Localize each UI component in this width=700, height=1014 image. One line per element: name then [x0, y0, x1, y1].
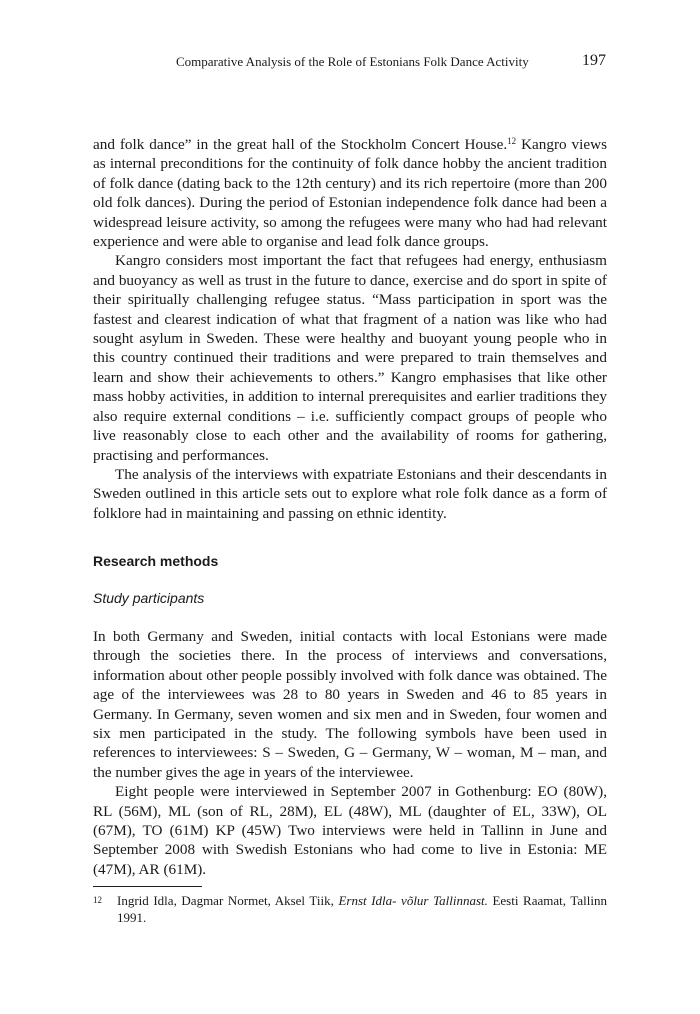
paragraph-text: Kangro views as internal preconditions for the continuity of folk dance hobby the ancient tradition of folk dance (dating back to the 12th century) and its rich repertoire (more than 200 old folk dances). During the period of Estonian independence folk dance had been a widespread leisure activity, so among the refugees were many who had had relevant experience and were able to organise and lead folk dance groups. — [93, 136, 607, 251]
footnote-title: Ernst Idla- võlur Tallinnast. — [338, 893, 488, 908]
paragraph: In both Germany and Sweden, initial contacts with local Estonians were made through the societies there. In the process of interviews and conversations, information about other people possibly involved with folk dance was obtained. The age of the interviewees was 28 to 80 years in Sweden and 46 to 85 years in Germany. In Germany, seven women and six men and in Sweden, four women and six men participated in the study. The following symbols have been used in references to interviewees: S – Sweden, G – Germany, W – woman, M – man, and the number gives the age in years of the interviewee. — [93, 628, 607, 781]
footnote-number: 12 — [93, 895, 102, 905]
subsection-heading: Study participants — [93, 590, 205, 606]
footnote-separator — [93, 886, 202, 887]
page-number: 197 — [582, 52, 606, 69]
paragraph: Eight people were interviewed in September 2007 in Gothenburg: EO (80W), RL (56M), ML (son of RL, 28M), EL (48W), ML (daughter of EL, 33W), OL (67M), TO (61M) KP (45W) Two interviews were held in Tallinn in June and September 2008 with Swedish Estonians who had come to live in Estonia: ME (47M), AR (61M). — [93, 783, 607, 878]
footnote-authors: Ingrid Idla, Dagmar Normet, Aksel Tiik, — [117, 893, 334, 908]
footnote-ref: 12 — [507, 136, 517, 146]
footnote-text — [117, 892, 607, 926]
paragraph — [93, 135, 607, 251]
paragraph: The analysis of the interviews with expatriate Estonians and their descendants in Sweden outlined in this article sets out to explore what role folk dance as a form of folklore had in maintaining and passing on ethnic identity. — [93, 465, 607, 522]
paragraph-text: and folk dance” in the great hall of the Stockholm Concert House. — [93, 136, 508, 153]
footnote-publisher: Eesti Raamat, Tallinn 1991. — [117, 893, 607, 925]
footnote — [93, 892, 607, 926]
running-header-title: Comparative Analysis of the Role of Estonians Folk Dance Activity — [176, 54, 529, 69]
section-heading: Research methods — [93, 553, 219, 569]
paragraph: Kangro considers most important the fact that refugees had energy, enthusiasm and buoyancy as well as trust in the future to dance, exercise and do sport in spite of their spiritually challenging refugee status. “Mass participation in sport was the fastest and clearest indication of what that fragment of a nation was like who had sought asylum in Sweden. These were healthy and buoyant young people who in this country continued their traditions and were prepared to train themselves and learn and show their achievements to others.” Kangro emphasises that like other mass hobby activities, in addition to internal prerequisites and earlier traditions they also require external conditions – i.e. sufficiently compact groups of people who live reasonably close to each other and the availability of rooms for gathering, practising and performances. — [93, 252, 607, 464]
body-text-top — [93, 135, 607, 523]
body-text-bottom — [93, 627, 607, 879]
